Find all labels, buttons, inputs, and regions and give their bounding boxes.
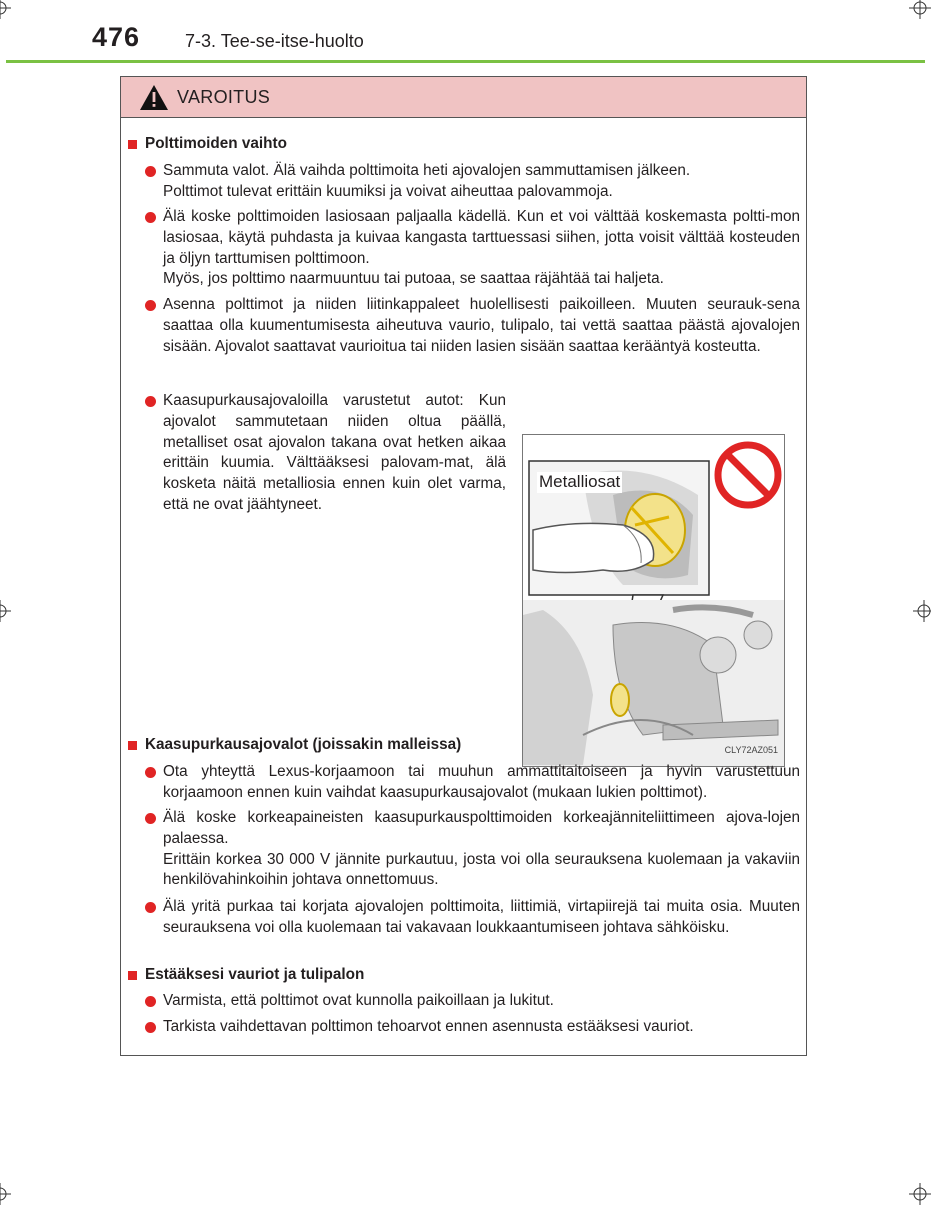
list-item: Tarkista vaihdettavan polttimon tehoarvot ennen asennusta estääksesi vauriot. xyxy=(145,1017,800,1038)
red-bullet-icon xyxy=(145,212,156,223)
illustration-code: CLY72AZ051 xyxy=(724,745,778,756)
registration-mark-icon xyxy=(913,600,931,622)
red-square-icon xyxy=(128,140,137,149)
red-square-icon xyxy=(128,741,137,750)
list-item: Asenna polttimot ja niiden liitinkappaleet huolellisesti paikoilleen. Muuten seurauk-sena saattaa olla kuumentumisesta aiheutuva vaurio, tulipalo, tai vettä saattaa päästä ajovalojen sisään. Ajovalot saattavat vaurioitua tai niiden lasien sisään saattaa kerääntyä kosteutta. xyxy=(145,295,800,357)
registration-mark-icon xyxy=(909,1183,931,1205)
red-bullet-icon xyxy=(145,396,156,407)
subheading: Kaasupurkausajovalot (joissakin malleissa) xyxy=(128,735,461,756)
red-bullet-icon xyxy=(145,300,156,311)
red-bullet-icon xyxy=(145,767,156,778)
red-bullet-icon xyxy=(145,813,156,824)
red-bullet-icon xyxy=(145,166,156,177)
illustration-label: Metalliosat xyxy=(539,472,621,491)
red-bullet-icon xyxy=(145,902,156,913)
list-item: Älä koske korkeapaineisten kaasupurkauspolttimoiden korkeajänniteliittimeen ajova-lojen palaessa. Erittäin korkea 30 000 V jännite purkautuu, josta voi olla seurauksena kuolemaan ja vakaviin henkilövahinkoihin johtava onnettomuus. xyxy=(145,808,800,891)
list-item: Sammuta valot. Älä vaihda polttimoita heti ajovalojen sammuttamisen jälkeen. Polttimot tulevat erittäin kuumiksi ja voivat aiheuttaa palovammoja. xyxy=(145,161,800,203)
warning-triangle-icon xyxy=(139,84,169,111)
header-rule xyxy=(6,60,925,63)
page-number: 476 xyxy=(92,22,141,52)
subheading: Polttimoiden vaihto xyxy=(128,134,287,155)
red-bullet-icon xyxy=(145,996,156,1007)
registration-mark-icon xyxy=(0,0,11,19)
headlight-illustration xyxy=(522,434,785,767)
registration-mark-icon xyxy=(0,600,11,622)
warning-title: VAROITUS xyxy=(177,86,271,107)
list-item: Älä yritä purkaa tai korjata ajovalojen polttimoita, liittimiä, virtapiirejä tai muita osia. Muuten seurauksena voi olla kuolemaan tai vakavaan loukkaantumiseen johtava sähköisku. xyxy=(145,897,800,939)
warning-box xyxy=(120,76,807,1056)
subheading: Estääksesi vauriot ja tulipalon xyxy=(128,965,364,986)
section-title: 7-3. Tee-se-itse-huolto xyxy=(185,31,364,51)
registration-mark-icon xyxy=(909,0,931,19)
red-square-icon xyxy=(128,971,137,980)
list-item: Ota yhteyttä Lexus-korjaamoon tai muuhun ammattitaitoiseen ja hyvin varustettuun korjaamoon ennen kuin vaihdat kaasupurkausajovalot (mukaan lukien polttimot). xyxy=(145,762,800,804)
warning-header xyxy=(121,77,806,118)
red-bullet-icon xyxy=(145,1022,156,1033)
list-item: Kaasupurkausajovaloilla varustetut autot: Kun ajovalot sammutetaan niiden oltua päällä, metalliset osat ajovalon takana ovat hetken aikaa erittäin kuumia. Välttääksesi palovam-mat, älä kosketa näitä metalliosia ennen kuin olet varma, että ne ovat jäähtyneet. xyxy=(145,391,506,516)
list-item: Älä koske polttimoiden lasiosaan paljaalla kädellä. Kun et voi välttää koskemasta poltti-mon lasiosaa, käytä puhdasta ja kuivaa kangasta tarttuessasi siihen, jotta voisit välttää kosteuden ja öljyn tarttumisen polttimoon. Myös, jos polttimo naarmuuntuu tai putoaa, se saattaa räjähtää tai haljeta. xyxy=(145,207,800,290)
list-item: Varmista, että polttimot ovat kunnolla paikoillaan ja lukitut. xyxy=(145,991,800,1012)
registration-mark-icon xyxy=(0,1183,11,1205)
